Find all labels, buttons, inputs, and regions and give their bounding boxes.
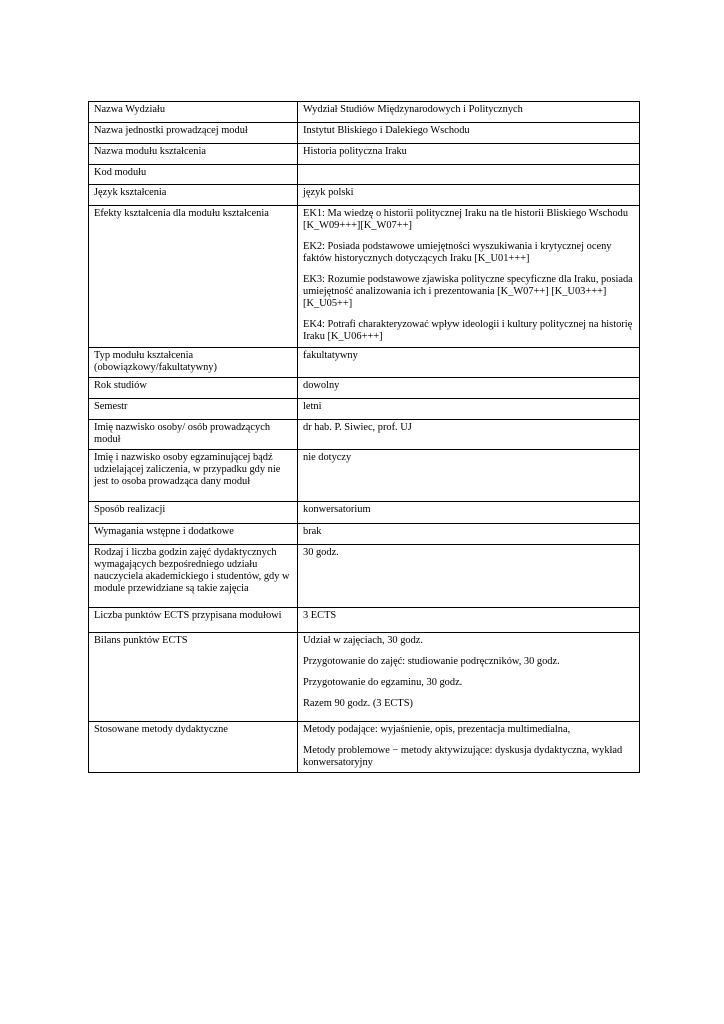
row-value-cell [298, 206, 640, 348]
row-value-cell [298, 524, 640, 545]
row-label: Sposób realizacji [89, 502, 298, 524]
row-label: Imię i nazwisko osoby egzaminującej bądź udzielającej zaliczenia, w przypadku gdy nie jest to osoba prowadząca dany moduł [89, 450, 298, 502]
row-value-cell [298, 123, 640, 144]
row-value-cell [298, 450, 640, 502]
table-row [89, 524, 640, 545]
row-value: Metody podające: wyjaśnienie, opis, prezentacja multimedialna, [303, 724, 571, 735]
row-label: Język kształcenia [89, 185, 298, 206]
row-label: Wymagania wstępne i dodatkowe [89, 524, 298, 545]
table-row [89, 399, 640, 420]
row-value-cell [298, 102, 640, 123]
table-row [89, 545, 640, 608]
row-value: Przygotowanie do egzaminu, 30 godz. [303, 677, 463, 688]
row-value: 3 ECTS [303, 610, 337, 621]
syllabus-table-body [89, 102, 640, 773]
row-value: dowolny [303, 380, 340, 391]
row-label: Liczba punktów ECTS przypisana modułowi [89, 608, 298, 633]
row-value-cell [298, 185, 640, 206]
row-value: EK1: Ma wiedzę o historii politycznej Iraku na tle historii Bliskiego Wschodu [K_W09+++][K_W07++] [303, 208, 629, 231]
row-value: nie dotyczy [303, 452, 352, 463]
row-value-cell [298, 378, 640, 399]
row-value-cell [298, 633, 640, 722]
row-label: Kod modułu [89, 165, 298, 185]
row-label: Typ modułu kształcenia (obowiązkowy/fakultatywny) [89, 348, 298, 378]
row-value: Przygotowanie do zajęć: studiowanie podręczników, 30 godz. [303, 656, 560, 667]
table-row [89, 102, 640, 123]
row-value-cell [298, 545, 640, 608]
row-value: fakultatywny [303, 350, 358, 361]
table-row [89, 502, 640, 524]
row-label: Nazwa Wydziału [89, 102, 298, 123]
table-row [89, 420, 640, 450]
table-row [89, 722, 640, 773]
row-label: Rok studiów [89, 378, 298, 399]
syllabus-table [88, 101, 640, 773]
row-value: dr hab. P. Siwiec, prof. UJ [303, 422, 412, 433]
row-value: EK4: Potrafi charakteryzować wpływ ideologii i kultury politycznej na historię Iraku [K_U06+++] [303, 319, 633, 342]
table-row [89, 144, 640, 165]
row-value-cell [298, 348, 640, 378]
row-value: EK3: Rozumie podstawowe zjawiska polityczne specyficzne dla Iraku, posiada umiejętność analizowania ich i prezentowania [K_W07++] [K_U03+++][K_U05++] [303, 274, 633, 309]
row-value: Wydział Studiów Międzynarodowych i Politycznych [303, 104, 523, 115]
table-row [89, 608, 640, 633]
row-label: Nazwa modułu kształcenia [89, 144, 298, 165]
table-row [89, 450, 640, 502]
table-row [89, 185, 640, 206]
row-value: język polski [303, 187, 354, 198]
row-label: Semestr [89, 399, 298, 420]
row-value-cell [298, 420, 640, 450]
row-label: Rodzaj i liczba godzin zajęć dydaktycznych wymagających bezpośredniego udziału nauczyciela akademickiego i studentów, gdy w module przewidziane są takie zajęcia [89, 545, 298, 608]
row-label: Nazwa jednostki prowadzącej moduł [89, 123, 298, 144]
row-value: Udział w zajęciach, 30 godz. [303, 635, 424, 646]
row-value-cell [298, 144, 640, 165]
row-value-cell [298, 399, 640, 420]
row-value-cell [298, 722, 640, 773]
row-value: Razem 90 godz. (3 ECTS) [303, 698, 413, 709]
row-label: Bilans punktów ECTS [89, 633, 298, 722]
table-row [89, 206, 640, 348]
row-value: letni [303, 401, 322, 412]
table-row [89, 633, 640, 722]
table-row [89, 348, 640, 378]
row-value-cell [298, 502, 640, 524]
row-value-cell [298, 165, 640, 185]
row-value: 30 godz. [303, 547, 339, 558]
row-value-cell [298, 608, 640, 633]
row-value: Instytut Bliskiego i Dalekiego Wschodu [303, 125, 470, 136]
row-value: EK2: Posiada podstawowe umiejętności wyszukiwania i krytycznej oceny faktów historycznych dotyczących Iraku [K_U01+++] [303, 241, 612, 264]
row-value: brak [303, 526, 322, 537]
row-value: konwersatorium [303, 504, 371, 515]
row-value: Metody problemowe − metody aktywizujące: dyskusja dydaktyczna, wykład konwersatoryjny [303, 745, 623, 768]
row-label: Efekty kształcenia dla modułu kształcenia [89, 206, 298, 348]
table-row [89, 378, 640, 399]
table-row [89, 165, 640, 185]
table-row [89, 123, 640, 144]
row-value: Historia polityczna Iraku [303, 146, 407, 157]
row-label: Stosowane metody dydaktyczne [89, 722, 298, 773]
row-label: Imię nazwisko osoby/ osób prowadzących moduł [89, 420, 298, 450]
